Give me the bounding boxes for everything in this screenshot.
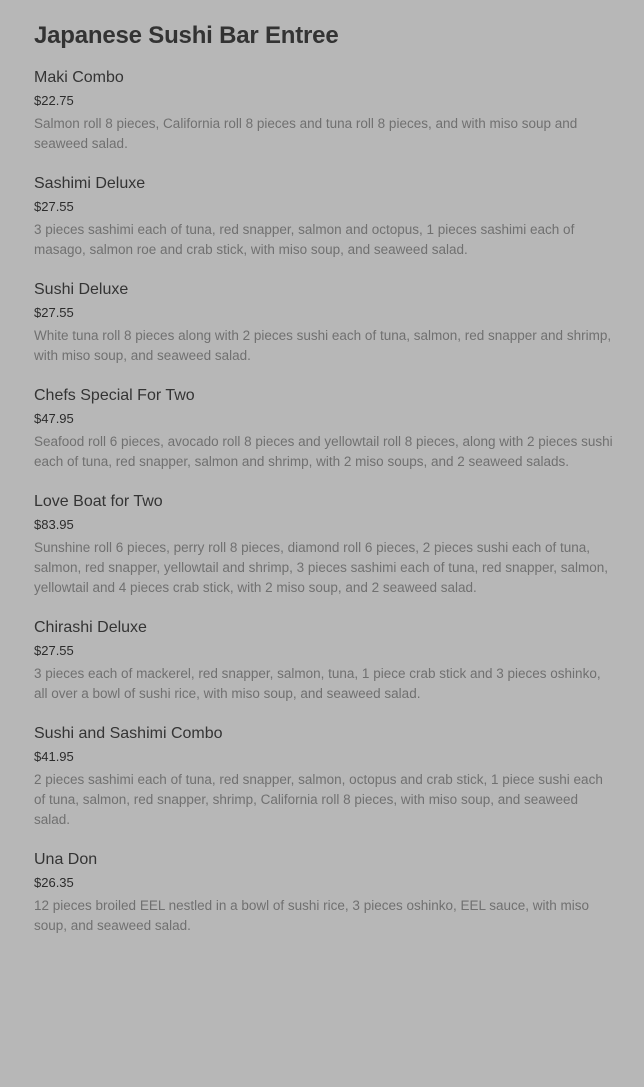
item-name: Sashimi Deluxe <box>34 175 146 192</box>
item-description: 3 pieces sashimi each of tuna, red snapper, salmon and octopus, 1 pieces sashimi each of masago, salmon roe and crab stick, with miso soup, and seaweed salad. <box>34 222 575 257</box>
item-price: $27.55 <box>34 305 74 320</box>
item-name: Love Boat for Two <box>34 493 163 510</box>
item-price: $83.95 <box>34 517 74 532</box>
item-name: Chirashi Deluxe <box>34 619 147 636</box>
item-description: 12 pieces broiled EEL nestled in a bowl of sushi rice, 3 pieces oshinko, EEL sauce, with miso soup, and seaweed salad. <box>34 898 590 933</box>
item-name: Una Don <box>34 851 98 868</box>
item-description: Salmon roll 8 pieces, California roll 8 pieces and tuna roll 8 pieces, and with miso soup and seaweed salad. <box>34 116 578 151</box>
item-name: Maki Combo <box>34 69 124 86</box>
item-description: Sunshine roll 6 pieces, perry roll 8 pieces, diamond roll 6 pieces, 2 pieces sushi each of tuna, salmon, red snapper, yellowtail and shrimp, 3 pieces sashimi each of tuna, red snapper, salmon, yellowtail and 4 pieces crab stick, with 2 miso soup, and 2 seaweed salad. <box>34 540 609 595</box>
menu-item-sushi-deluxe[interactable] <box>34 280 614 366</box>
item-description: 2 pieces sashimi each of tuna, red snapper, salmon, octopus and crab stick, 1 piece sushi each of tuna, salmon, red snapper, shrimp, California roll 8 pieces, with miso soup, and seaweed salad. <box>34 772 603 827</box>
item-description: Seafood roll 6 pieces, avocado roll 8 pieces and yellowtail roll 8 pieces, along with 2 pieces sushi each of tuna, red snapper, salmon and shrimp, with 2 miso soups, and 2 seaweed salads. <box>34 434 613 469</box>
item-name: Chefs Special For Two <box>34 387 195 404</box>
item-name: Sushi Deluxe <box>34 281 129 298</box>
menu-item-chirashi-deluxe[interactable] <box>34 618 614 704</box>
item-price: $27.55 <box>34 643 74 658</box>
item-price: $27.55 <box>34 199 74 214</box>
menu-item-sashimi-deluxe[interactable] <box>34 174 614 260</box>
section-title: Japanese Sushi Bar Entree <box>34 22 339 49</box>
item-price: $26.35 <box>34 875 74 890</box>
item-price: $47.95 <box>34 411 74 426</box>
menu-item-maki-combo[interactable] <box>34 68 614 154</box>
menu-item-love-boat-for-two[interactable] <box>34 492 614 598</box>
menu-list <box>34 68 614 936</box>
item-description: White tuna roll 8 pieces along with 2 pieces sushi each of tuna, salmon, red snapper and shrimp, with miso soup, and seaweed salad. <box>34 328 612 363</box>
item-description: 3 pieces each of mackerel, red snapper, salmon, tuna, 1 piece crab stick and 3 pieces oshinko, all over a bowl of sushi rice, with miso soup, and seaweed salad. <box>34 666 601 701</box>
item-name: Sushi and Sashimi Combo <box>34 725 223 742</box>
item-price: $22.75 <box>34 93 74 108</box>
item-price: $41.95 <box>34 749 74 764</box>
menu-item-sushi-and-sashimi-combo[interactable] <box>34 724 614 830</box>
menu-item-chefs-special-for-two[interactable] <box>34 386 614 472</box>
menu-item-una-don[interactable] <box>34 850 614 936</box>
